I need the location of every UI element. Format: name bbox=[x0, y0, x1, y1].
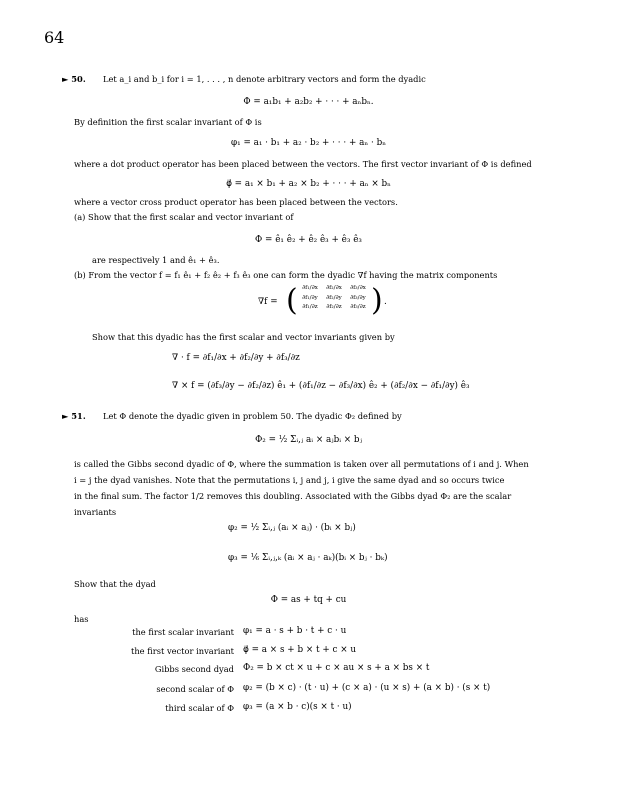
matrix-cell: ∂f₃/∂y bbox=[350, 294, 366, 301]
equation-gibbs-dyad: Φ₂ = ½ Σᵢ,ⱼ aᵢ × aⱼbᵢ × bⱼ bbox=[255, 435, 362, 445]
equation-dyad: Φ = as + tq + cu bbox=[270, 595, 347, 605]
paragraph-line: is called the Gibbs second dyadic of Φ, where the summation is taken over all permutations of i and j. When bbox=[74, 459, 529, 469]
matrix-cell: ∂f₁/∂z bbox=[302, 304, 318, 310]
equation-part-a: Φ = ê₁ ê₂ + ê₂ ê₃ + ê₃ ê₃ bbox=[255, 235, 362, 245]
vector-invariant-definition: where a dot product operator has been placed between the vectors. The first vector invariant of Φ is defined bbox=[74, 159, 532, 169]
gradient-lhs: ∇f = bbox=[258, 297, 278, 307]
result-label: Gibbs second dyad bbox=[154, 664, 234, 674]
equation-phi2-scalar: φ₂ = ½ Σᵢ,ⱼ (aᵢ × aⱼ) · (bᵢ × bⱼ) bbox=[228, 523, 356, 533]
cross-product-note: where a vector cross product operator has been placed between the vectors. bbox=[74, 197, 398, 207]
show-dyad-prompt: Show that the dyad bbox=[74, 579, 156, 589]
matrix-row bbox=[298, 295, 370, 302]
result-formula: φ₁ = a · s + b · t + c · u bbox=[243, 626, 347, 636]
result-formula: φ₂ = (b × c) · (t · u) + (c × a) · (u × s) + (a × b) · (s × t) bbox=[243, 683, 491, 693]
matrix-cell: ∂f₁/∂y bbox=[302, 294, 318, 301]
equation-dyadic: Φ = a₁b₁ + a₂b₂ + · · · + aₙbₙ. bbox=[243, 97, 374, 107]
matrix-period: . bbox=[384, 297, 387, 307]
result-label: the first scalar invariant bbox=[132, 627, 234, 637]
matrix-cell: ∂f₂/∂z bbox=[326, 304, 342, 310]
matrix-row bbox=[298, 304, 370, 311]
paragraph-line: in the final sum. The factor 1/2 removes this doubling. Associated with the Gibbs dyad Φ₂ are the scalar bbox=[74, 491, 512, 501]
gradient-matrix bbox=[298, 285, 370, 311]
problem-51-intro: Let Φ denote the dyadic given in problem 50. The dyadic Φ₂ defined by bbox=[103, 411, 402, 421]
part-b-prompt: (b) From the vector f = f₁ ê₁ + f₂ ê₂ + f₃ ê₃ one can form the dyadic ∇f having the matrix components bbox=[74, 270, 498, 280]
part-a-result: are respectively 1 and ê₁ + ê₃. bbox=[92, 255, 220, 265]
result-formula: φ₃ = (a × b · c)(s × t · u) bbox=[243, 702, 352, 712]
problem-50-intro: Let a_i and b_i for i = 1, . . . , n denote arbitrary vectors and form the dyadic bbox=[103, 74, 426, 84]
matrix-cell: ∂f₂/∂x bbox=[326, 285, 342, 291]
part-b-show: Show that this dyadic has the first scalar and vector invariants given by bbox=[92, 332, 395, 342]
has-label: has bbox=[74, 614, 89, 624]
equation-phi3-scalar: φ₃ = ⅙ Σᵢ,ⱼ,ₖ (aᵢ × aⱼ · aₖ)(bᵢ × bⱼ · bₖ) bbox=[228, 553, 388, 563]
matrix-left-paren: ( bbox=[286, 283, 298, 318]
result-label: second scalar of Φ bbox=[156, 684, 234, 694]
result-formula: Φ₂ = b × ct × u + c × au × s + a × bs × t bbox=[243, 663, 430, 673]
problem-51-marker: ► 51. bbox=[62, 411, 86, 421]
paragraph-line: i = j the dyad vanishes. Note that the permutations i, j and j, i give the same dyad and so occurs twice bbox=[74, 475, 505, 485]
equation-vector-invariant: φ⃗ = a₁ × b₁ + a₂ × b₂ + · · · + aₙ × bₙ bbox=[226, 179, 391, 189]
equation-curl: ∇ × f = (∂f₃/∂y − ∂f₂/∂z) ê₁ + (∂f₁/∂z − ∂f₃/∂x) ê₂ + (∂f₂/∂x − ∂f₁/∂y) ê₃ bbox=[172, 381, 470, 391]
problem-50-marker: ► 50. bbox=[62, 74, 86, 84]
matrix-cell: ∂f₃/∂z bbox=[350, 304, 366, 310]
matrix-right-paren: ) bbox=[371, 283, 383, 318]
page-number: 64 bbox=[44, 28, 65, 47]
equation-scalar-invariant: φ₁ = a₁ · b₁ + a₂ · b₂ + · · · + aₙ · bₙ bbox=[230, 138, 387, 148]
matrix-row bbox=[298, 285, 370, 292]
result-label: third scalar of Φ bbox=[165, 703, 234, 713]
matrix-cell: ∂f₁/∂x bbox=[302, 285, 318, 291]
result-formula: φ⃗ = a × s + b × t + c × u bbox=[243, 645, 357, 655]
part-a-prompt: (a) Show that the first scalar and vector invariant of bbox=[74, 212, 294, 222]
paragraph-line: invariants bbox=[74, 507, 117, 517]
matrix-cell: ∂f₃/∂x bbox=[350, 285, 366, 291]
equation-divergence: ∇ · f = ∂f₁/∂x + ∂f₂/∂y + ∂f₃/∂z bbox=[172, 353, 300, 363]
result-label: the first vector invariant bbox=[130, 646, 234, 656]
scalar-invariant-definition: By definition the first scalar invariant of Φ is bbox=[74, 117, 262, 127]
matrix-cell: ∂f₂/∂y bbox=[326, 294, 342, 301]
